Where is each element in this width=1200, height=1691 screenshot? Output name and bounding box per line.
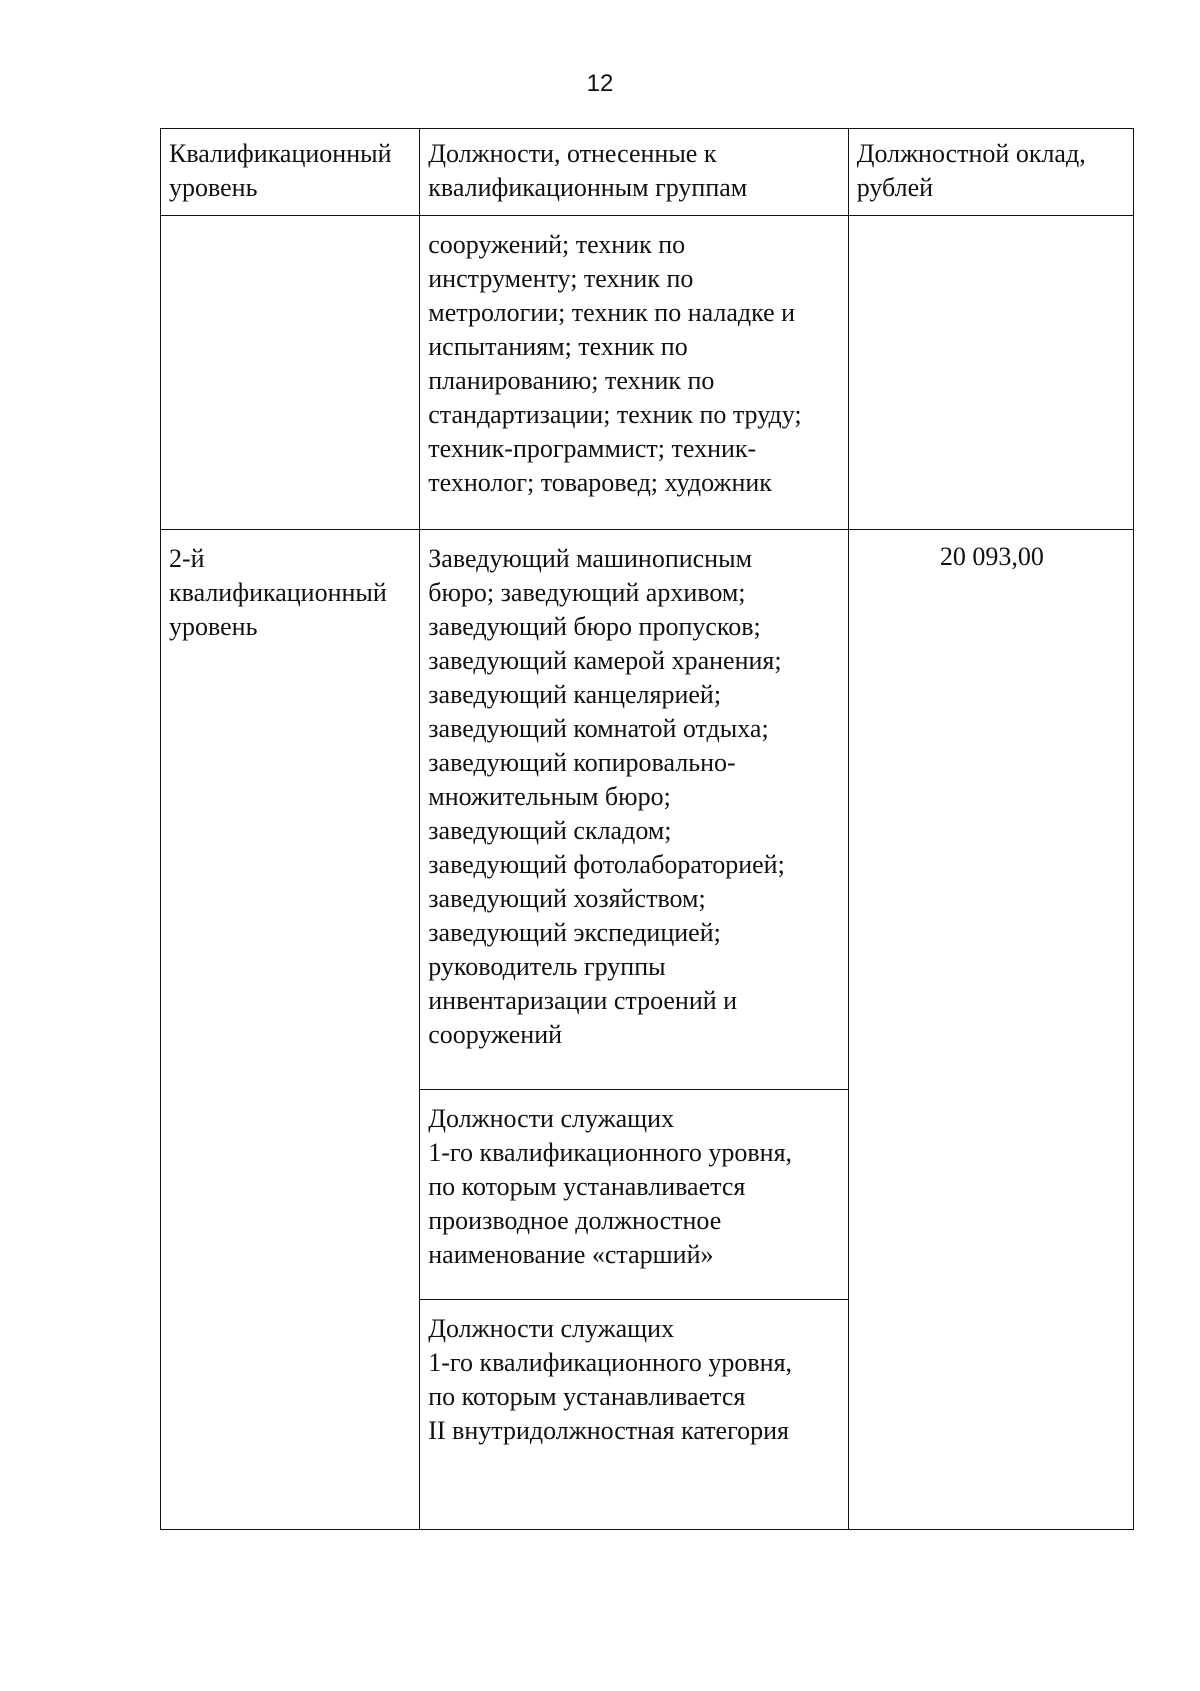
- level-text: 2-й квалификационный уровень: [169, 544, 387, 641]
- header-cell-level: [161, 129, 420, 216]
- positions-text: Должности служащих 1-го квалификационного уровня, по которым устанавливается производное должностное наименование «старший»: [428, 1104, 793, 1269]
- header-positions-text: Должности, отнесенные к квалификационным группам: [428, 139, 748, 202]
- level-text: [161, 216, 419, 224]
- header-cell-positions: [420, 129, 848, 216]
- positions-cell: [420, 1090, 848, 1300]
- table-header-row: [161, 129, 1134, 216]
- header-salary-text: Должностной оклад, рублей: [856, 139, 1086, 202]
- positions-cell: [420, 1300, 848, 1530]
- positions-text: сооружений; техник по инструменту; техник по метрологии; техник по наладке и испытаниям; техник по планированию; техник по стандартизации; техник по труду; техник-программист; техник- технолог; товаровед; художник: [428, 230, 802, 497]
- salary-cell: [848, 530, 1133, 1530]
- table-row: [161, 530, 1134, 1090]
- level-cell: [161, 216, 420, 530]
- page-number: 12: [586, 70, 614, 97]
- positions-text: Заведующий машинописным бюро; заведующий архивом; заведующий бюро пропусков; заведующий камерой хранения; заведующий канцелярией; заведующий комнатой отдыха; заведующий копировально- множительным бюро; заведующий складом; заведующий фотолабораторией; заведующий хозяйством; заведующий экспедицией; руководитель группы инвентаризации строений и сооружений: [428, 544, 785, 1049]
- positions-cell: [420, 216, 848, 530]
- positions-text: Должности служащих 1-го квалификационного уровня, по которым устанавливается II внутридолжностная категория: [428, 1314, 793, 1445]
- salary-text: 20 093,00: [939, 542, 1044, 571]
- qualification-table: [160, 128, 1134, 1530]
- table-row: [161, 216, 1134, 530]
- header-cell-salary: [848, 129, 1133, 216]
- positions-cell: [420, 530, 848, 1090]
- header-level-text: Квалификационный уровень: [169, 139, 392, 202]
- level-cell: [161, 530, 420, 1530]
- salary-text: [849, 216, 1133, 226]
- salary-cell: [848, 216, 1133, 530]
